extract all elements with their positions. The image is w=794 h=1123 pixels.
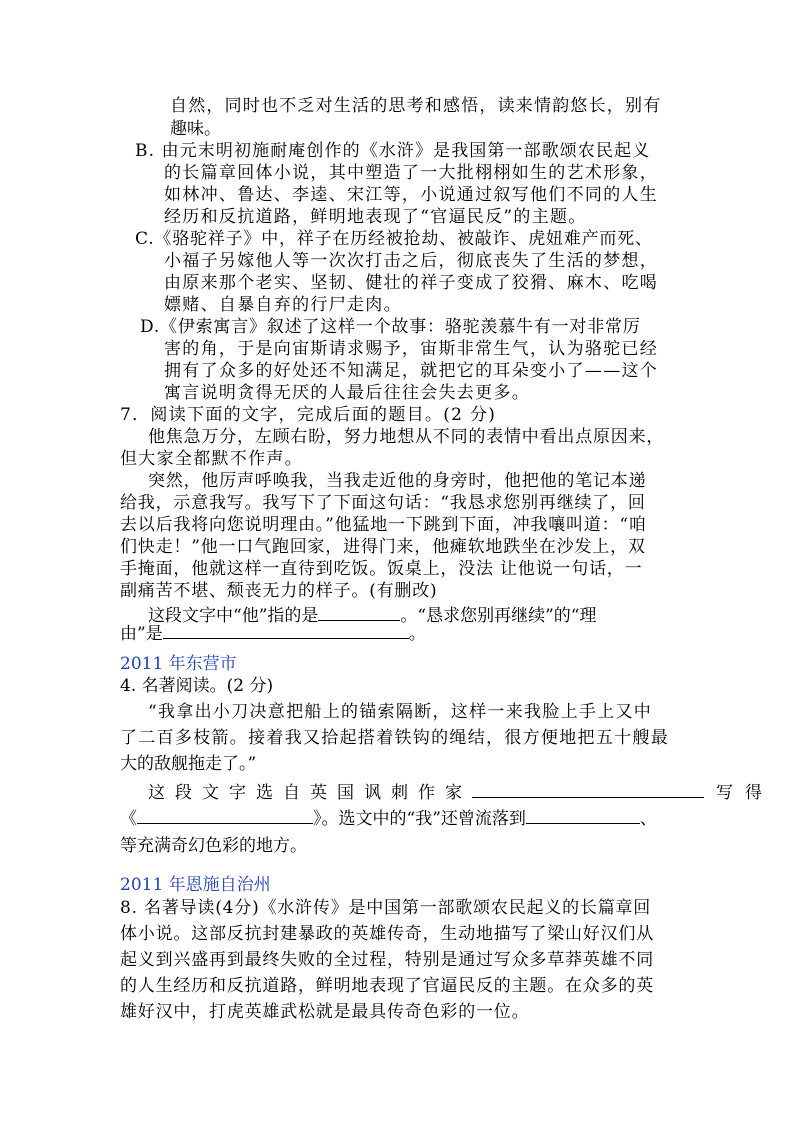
text-line: 他焦急万分，左顾右盼，努力地想从不同的表情中看出点原因来， [148, 427, 665, 447]
text-line: 副痛苦不堪、颓丧无力的样子。(有删改) [120, 581, 438, 601]
section-heading: 2011 年恩施自治州 [120, 875, 271, 895]
text-line: 的长篇章回体小说，其中塑造了一大批栩栩如生的艺术形象， [164, 163, 659, 183]
text-line: 手掩面，他就这样一直待到吃饭。饭桌上，没法 让他说一句话，一 [120, 559, 643, 579]
text-line: 由原来那个老实、坚韧、健壮的祥子变成了狡猾、麻木、吃喝 [164, 273, 659, 293]
fill-in-line [120, 620, 426, 645]
text-segment: 。“恳求您别再继续”的“理 [400, 606, 597, 626]
text-segment: 。 [408, 624, 426, 644]
option-c: C.《骆驼祥子》中，祥子在历经被抢劫、被敲诈、虎妞难产而死、 [135, 229, 653, 249]
text-line: 寓言说明贪得无厌的人最后往往会失去更多。 [164, 383, 530, 403]
text-line: 起义到兴盛再到最终失败的全过程，特别是通过写众多草莽英雄不同 [120, 950, 654, 970]
option-d: D.《伊索寓言》叙述了这样一个故事：骆驼羡慕牛有一对非常厉 [140, 317, 641, 337]
text-segment: 《 [120, 809, 137, 829]
text-segment: 这段文字选自英国讽刺作家 [148, 783, 472, 803]
quote-line: 大的敌舰拖走了。” [120, 754, 257, 774]
question-7-title: 7．阅读下面的文字，完成后面的题目。(2 分) [120, 405, 497, 425]
text-line: 去以后我将向您说明理由。”他猛地一下跳到下面，冲我嚷叫道：“咱 [120, 515, 647, 535]
question-4-title: 4. 名著阅读。(2 分) [120, 676, 274, 696]
section-heading: 2011 年东营市 [120, 654, 237, 674]
text-line: 雄好汉中，打虎英雄武松就是最具传奇色彩的一位。 [120, 1002, 530, 1022]
text-segment: 、 [639, 809, 657, 829]
answer-blank[interactable] [526, 805, 640, 824]
text-line: 如林冲、鲁达、李逵、宋江等，小说通过叙写他们不同的人生 [164, 185, 659, 205]
text-line: 体小说。这部反抗封建暴政的英雄传奇，生动地描写了梁山好汉们从 [120, 924, 654, 944]
text-line: 等充满奇幻色彩的地方。 [120, 836, 307, 856]
answer-blank[interactable] [318, 602, 400, 621]
question-8-text: 8. 名著导读(4分)《水浒传》是中国第一部歌颂农民起义的长篇章回 [120, 898, 652, 918]
text-segment: 》。选文中的“我”还曾流落到 [313, 809, 526, 829]
text-line: 害的角，于是向宙斯请求赐予，宙斯非常生气，认为骆驼已经 [164, 339, 659, 359]
quote-line: 了二百多枝箭。接着我又拾起搭着铁钩的绳结，很方便地把五十艘最 [120, 728, 669, 748]
text-line: 经历和反抗道路，鲜明地表现了“官逼民反”的主题。 [164, 207, 587, 227]
answer-blank[interactable] [137, 805, 313, 824]
text-line: 小福子另嫁他人等一次次打击之后，彻底丧失了生活的梦想， [164, 251, 659, 271]
text-line: 自然，同时也不乏对生活的思考和感悟，读来情韵悠长，别有 [170, 96, 662, 116]
text-line: 突然，他厉声呼唤我，当我走近他的身旁时，他把他的笔记本递 [148, 471, 647, 491]
answer-blank[interactable] [163, 620, 409, 639]
text-line: 的人生经历和反抗道路，鲜明地表现了官逼民反的主题。在众多的英 [120, 976, 654, 996]
text-segment: 写得 [716, 783, 774, 803]
answer-blank[interactable] [472, 779, 704, 798]
text-segment: 由”是 [120, 624, 163, 644]
text-line: 拥有了众多的好处还不知满足，就把它的耳朵变小了——这个 [164, 361, 659, 381]
text-line: 们快走！”他一口气跑回家，进得门来，他瘫软地跌坐在沙发上，双 [120, 537, 646, 557]
fill-in-line [148, 779, 774, 804]
option-b: B. 由元末明初施耐庵创作的《水浒》是我国第一部歌颂农民起义 [135, 141, 651, 161]
fill-in-line [120, 805, 657, 830]
text-line: 嫖赌、自暴自弃的行尸走肉。 [164, 295, 402, 315]
text-segment: 这段文字中“他”指的是 [148, 606, 319, 626]
text-line: 给我，示意我写。我写下了下面这句话：“我恳求您别再继续了，回 [120, 493, 646, 513]
text-line: 趣味。 [170, 119, 221, 139]
text-line: 但大家全都默不作声。 [120, 449, 303, 469]
quote-line: “我拿出小刀决意把船上的锚索隔断，这样一来我脸上手上又中 [148, 702, 653, 722]
